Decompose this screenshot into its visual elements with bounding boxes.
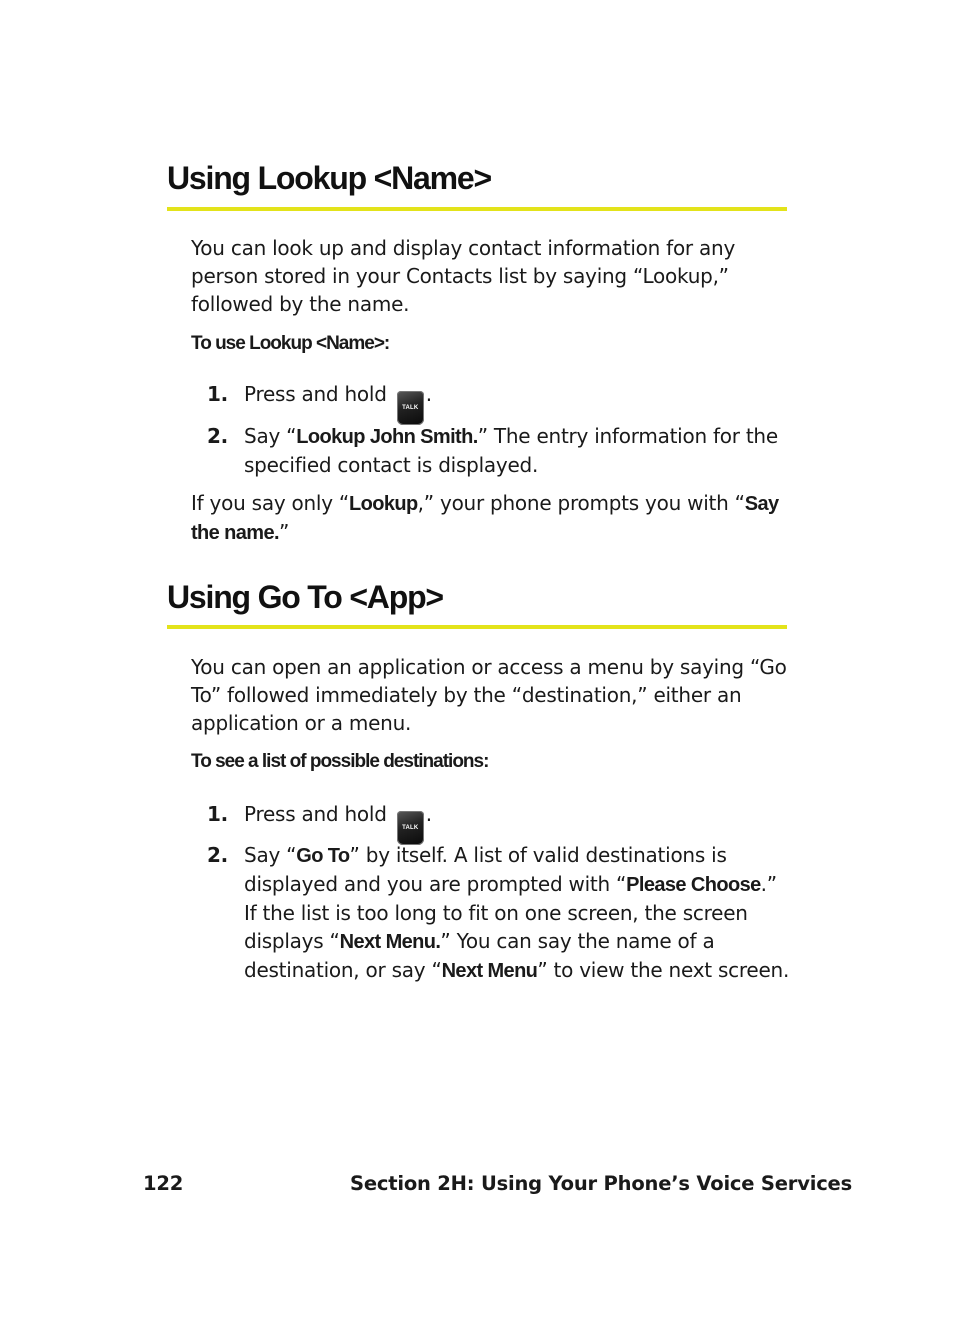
note-text: If you say only “ [191,491,350,515]
voice-command: Lookup John Smith. [296,426,478,448]
goto-intro: You can open an application or access a menu by saying “Go To” followed immediately by the “destination,” either an application or a menu. [191,655,787,735]
voice-command: Next Menu [441,960,538,982]
goto-subheading: To see a list of possible destinations: [191,751,489,772]
talk-key-icon: TALK [397,391,424,425]
section-rule [167,207,787,211]
footer-section-title: Section 2H: Using Your Phone’s Voice Services [350,1172,852,1195]
voice-command: Next Menu. [339,931,441,953]
goto-step-1 [207,800,792,845]
voice-command: Go To [296,845,350,867]
lookup-note [191,489,791,547]
step-text: ” to view the next screen. [537,958,790,982]
voice-command: Please Choose [626,874,761,896]
lookup-step-1 [207,380,792,425]
step-end: . [425,382,432,406]
step-text: ” by itself. A list of valid destinations is displayed and you are prompted with “ [244,843,727,896]
step-text: .” If the list is too long to fit on one screen, the screen displays “ [244,872,777,953]
step-text: ” You can say the name of a destination, or say “ [244,929,715,982]
step-number: 1. [207,802,229,826]
goto-step-2 [207,841,792,985]
step-text: Say “ [244,424,297,448]
note-text: ,” your phone prompts you with “ [417,491,745,515]
talk-key-icon: TALK [397,811,424,845]
section-title-lookup: Using Lookup <Name> [167,160,491,196]
section-title-goto: Using Go To <App> [167,579,443,615]
step-text: Press and hold [244,802,387,826]
lookup-step-2 [207,422,792,479]
note-text: ” [278,520,290,544]
section-rule [167,625,787,629]
step-text: Press and hold [244,382,387,406]
lookup-intro: You can look up and display contact information for any person stored in your Contacts list by saying “Lookup,” followed by the name. [191,236,736,316]
step-number: 2. [207,843,229,867]
voice-command: Lookup [349,493,418,515]
step-number: 2. [207,424,229,448]
step-end: . [425,802,432,826]
voice-command: Say the name. [191,493,779,544]
step-text: Say “ [244,843,297,867]
step-number: 1. [207,382,229,406]
step-text: ” The entry information for the specified contact is displayed. [244,424,778,477]
lookup-subheading: To use Lookup <Name>: [191,333,390,354]
page-number: 122 [143,1172,184,1195]
